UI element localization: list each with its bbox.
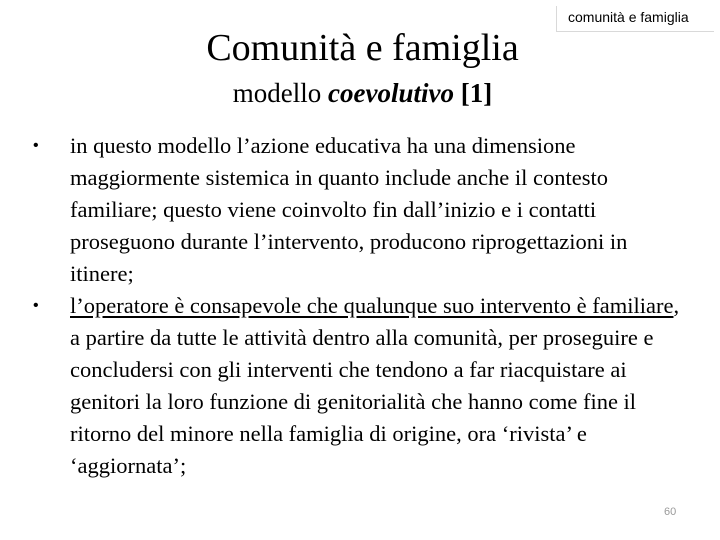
bullet-text: in questo modello l’azione educativa ha una dimensione maggiormente sistemica in quanto include anche il contesto familiare; questo viene coinvolto fin dall’inizio e i contatti proseguono durante l’intervento, producono riprogettazioni in itinere; — [70, 133, 628, 286]
subtitle-reference: [1] — [460, 78, 493, 108]
subtitle-prefix: modello — [232, 78, 322, 108]
bullet-item — [33, 130, 693, 290]
bullet-list — [33, 130, 693, 482]
slide-subtitle — [0, 76, 720, 110]
subtitle-emphasis: coevolutivo — [328, 78, 454, 108]
bullet-text: , a partire da tutte le attività dentro alla comunità, per proseguire e concludersi con gli interventi che tendono a far riacquistare ai genitori la loro funzione di genitorialità che hanno come fine il ritorno del minore nella famiglia di origine, ora ‘rivista’ e ‘aggiornata’; — [70, 293, 680, 478]
slide-title: Comunità e famiglia — [206, 27, 519, 69]
section-tag: comunità e famiglia — [556, 6, 714, 32]
bullet-underlined-text: l’operatore è consapevole che qualunque suo intervento è familiare — [70, 293, 674, 318]
bullet-icon: • — [33, 137, 39, 154]
bullet-item — [33, 290, 693, 482]
bullet-icon: • — [33, 297, 39, 314]
page-number: 60 — [664, 506, 677, 518]
